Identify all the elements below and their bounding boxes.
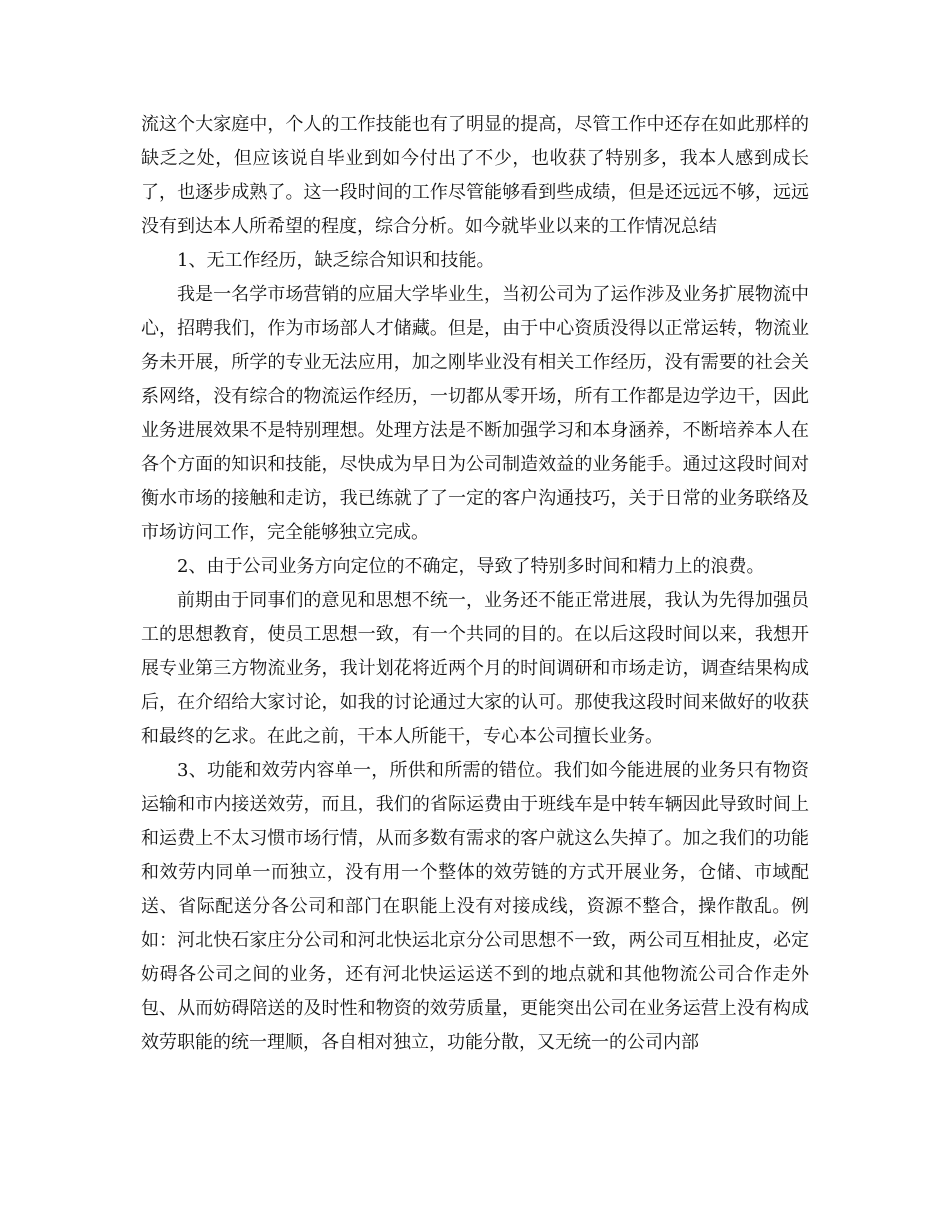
- paragraph-item-3: 3、功能和效劳内容单一，所供和所需的错位。我们如今能进展的业务只有物资运输和市内接送效劳，而且，我们的省际运费由于班线车是中转车辆因此导致时间上和运费上不太习惯市场行情，从而多数有需求的客户就这么失掉了。加之我们的功能和效劳内同单一而独立，没有用一个整体的效劳链的方式开展业务，仓储、市域配送、省际配送分各公司和部门在职能上没有对接成线，资源不整合，操作散乱。例如：河北快石家庄分公司和河北快运北京分公司思想不一致，两公司互相扯皮，必定妨碍各公司之间的业务，还有河北快运运送不到的地点就和其他物流公司合作走外包、从而妨碍陪送的及时性和物资的效劳质量，更能突出公司在业务运营上没有构成效劳职能的统一理顺，各自相对独立，功能分散，又无统一的公司内部: [141, 760, 809, 1053]
- paragraph-item-2: 前期由于同事们的意见和思想不统一，业务还不能正常进展，我认为先得加强员工的思想教育，使员工思想一致，有一个共同的目的。在以后这段时间以来，我想开展专业第三方物流业务，我计划花将近两个月的时间调研和市场走访，调查结果构成后，在介绍给大家讨论，如我的讨论通过大家的认可。那使我这段时间来做好的收获和最终的乞求。在此之前，干本人所能干，专心本公司擅长业务。: [141, 590, 809, 747]
- heading-item-2: 2、由于公司业务方向定位的不确定，导致了特别多时间和精力上的浪费。: [177, 556, 765, 577]
- document-body: [141, 108, 809, 1060]
- paragraph-continued: 流这个大家庭中，个人的工作技能也有了明显的提高，尽管工作中还存在如此那样的缺乏之处，但应该说自毕业到如今付出了不少，也收获了特别多，我本人感到成长了，也逐步成熟了。这一段时间的工作尽管能够看到些成绩，但是还远远不够，远远没有到达本人所希望的程度，综合分析。如今就毕业以来的工作情况总结: [141, 114, 809, 237]
- paragraph-item-1: 我是一名学市场营销的应届大学毕业生，当初公司为了运作涉及业务扩展物流中心，招聘我们，作为市场部人才储藏。但是，由于中心资质没得以正常运转，物流业务未开展，所学的专业无法应用，加之刚毕业没有相关工作经历，没有需要的社会关系网络，没有综合的物流运作经历，一切都从零开场，所有工作都是边学边干，因此业务进展效果不是特别理想。处理方法是不断加强学习和本身涵养，不断培养本人在各个方面的知识和技能，尽快成为早日为公司制造效益的业务能手。通过这段时间对衡水市场的接触和走访，我已练就了了一定的客户沟通技巧，关于日常的业务联络及市场访问工作，完全能够独立完成。: [141, 284, 809, 543]
- heading-item-1: 1、无工作经历，缺乏综合知识和技能。: [177, 250, 495, 271]
